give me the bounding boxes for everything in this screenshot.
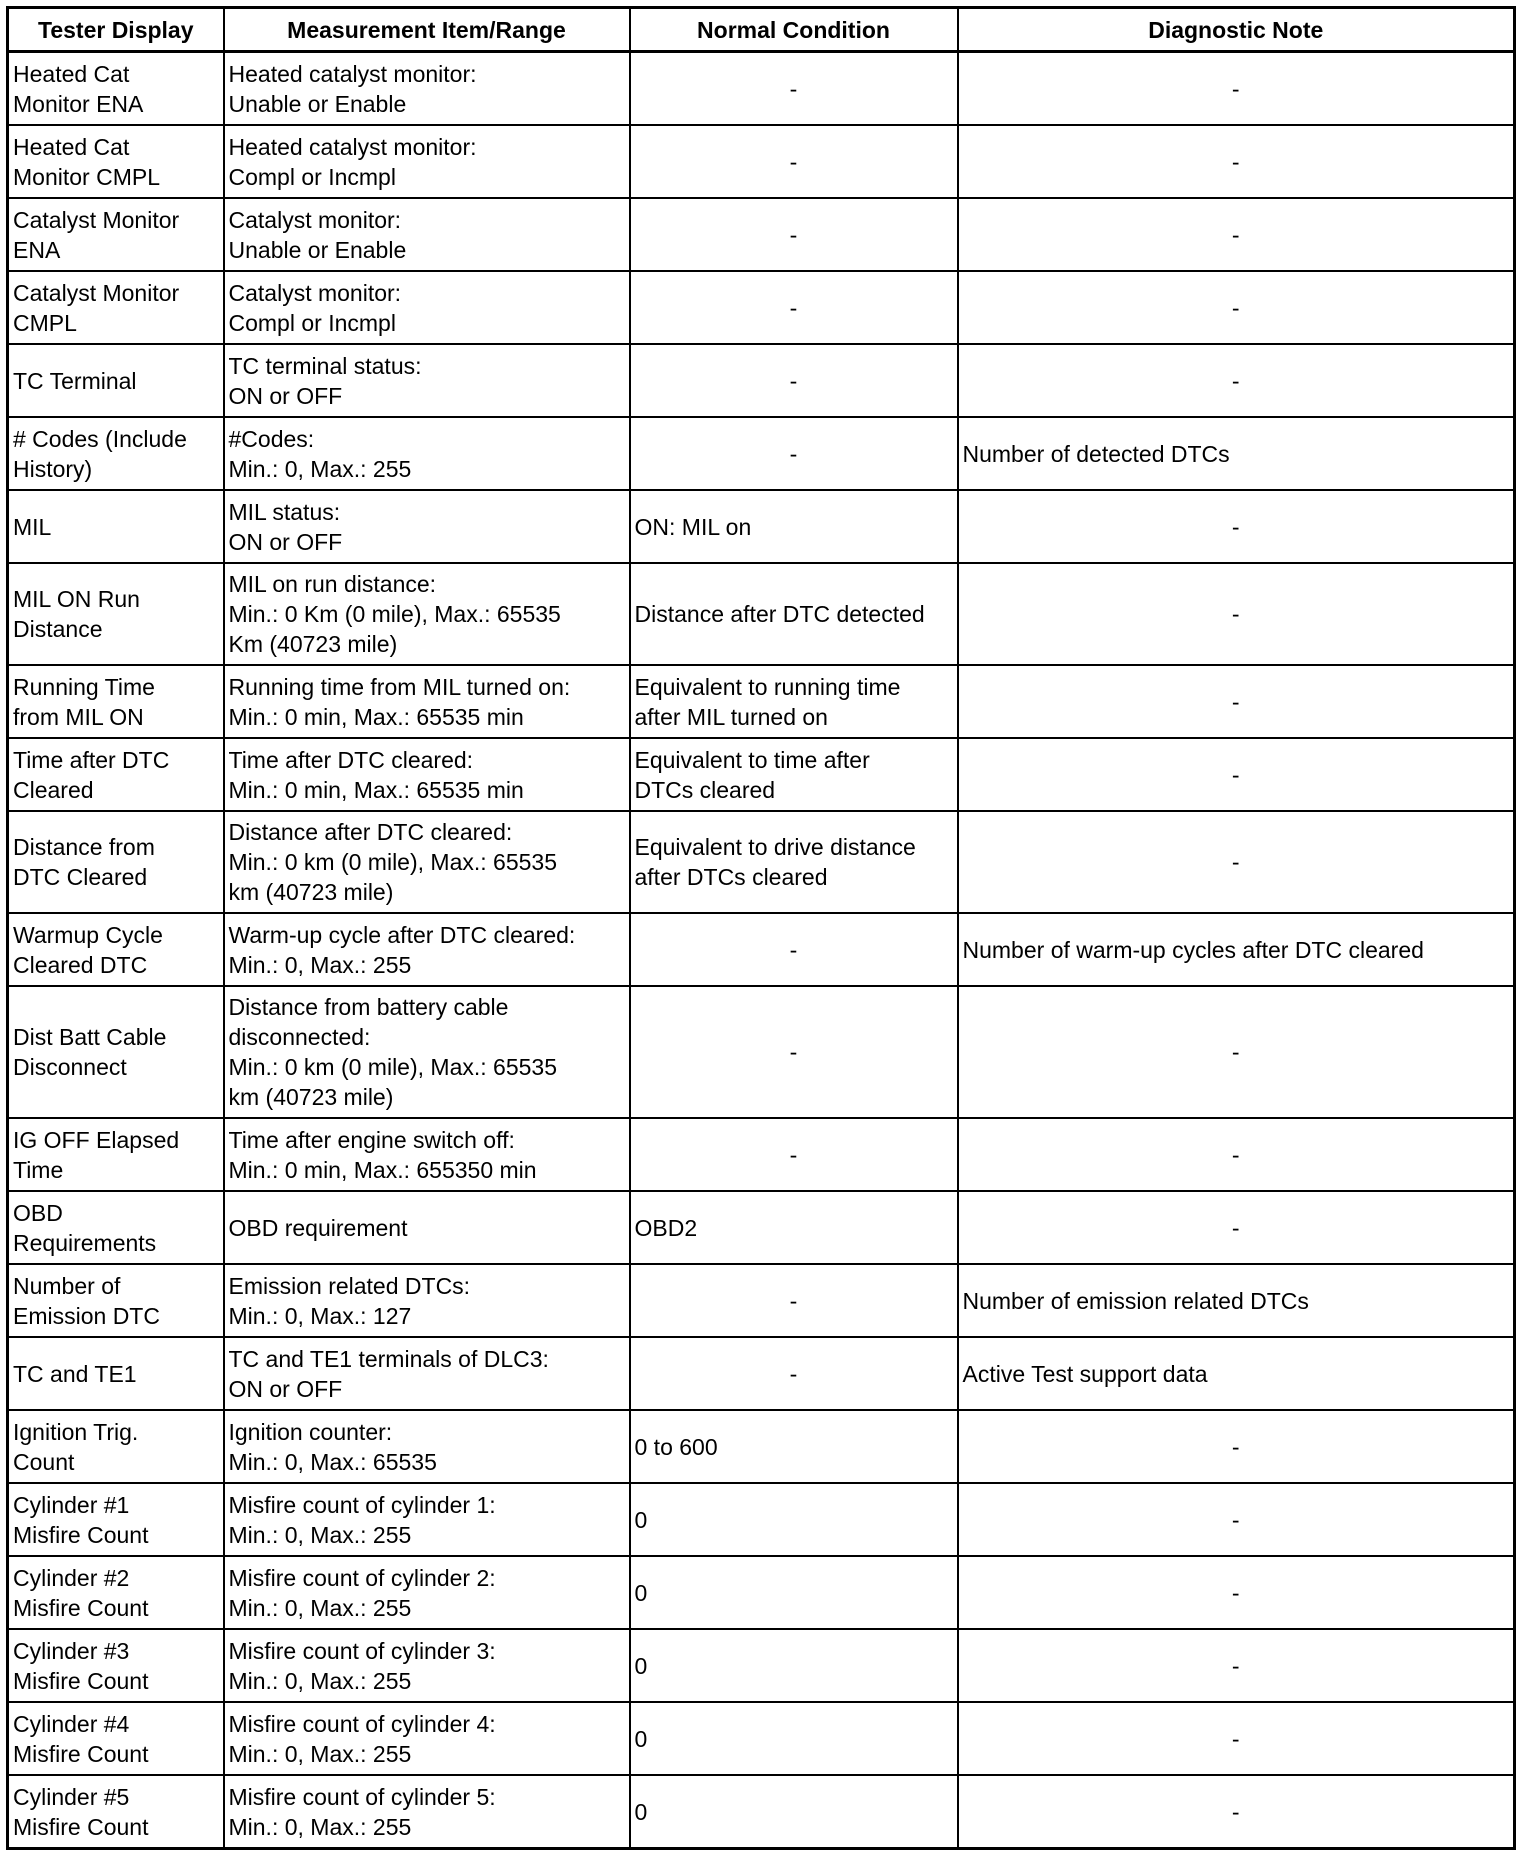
cell-tester-display	[8, 1410, 224, 1483]
cell-text-line: Heated Cat	[13, 133, 130, 160]
table-body	[8, 52, 1515, 1849]
cell-text-line: Min.: 0, Max.: 255	[228, 1813, 412, 1840]
cell-text-line: 0	[634, 1798, 648, 1825]
cell-text-line: Time after engine switch off:	[228, 1126, 515, 1153]
cell-text-line: -	[1231, 601, 1240, 627]
cell-text-line: disconnected:	[228, 1024, 371, 1050]
cell-text-line: Number of warm-up cycles after DTC cleared	[962, 936, 1424, 963]
cell-text-line: DTCs cleared	[634, 776, 776, 803]
cell-normal-condition	[630, 52, 958, 126]
cell-normal-condition	[630, 1702, 958, 1775]
cell-diagnostic-note	[958, 1410, 1515, 1483]
cell-tester-display	[8, 913, 224, 986]
cell-text-line: Equivalent to drive distance	[634, 834, 916, 860]
cell-text-line: -	[789, 1360, 798, 1387]
cell-text-line: TC terminal status:	[228, 352, 422, 379]
header-measurement-item: Measurement Item/Range	[224, 8, 630, 52]
cell-text-line: TC Terminal	[13, 367, 137, 394]
cell-normal-condition	[630, 271, 958, 344]
cell-text-line: Heated catalyst monitor:	[228, 133, 477, 160]
cell-diagnostic-note	[958, 811, 1515, 913]
cell-text-line: Compl or Incmpl	[228, 309, 396, 336]
cell-tester-display	[8, 1775, 224, 1849]
cell-text-line: -	[789, 1141, 798, 1168]
cell-tester-display	[8, 344, 224, 417]
cell-text-line: 0	[634, 1725, 648, 1752]
cell-text-line: Misfire count of cylinder 4:	[228, 1710, 496, 1737]
cell-text-line: MIL ON Run	[13, 586, 140, 612]
cell-normal-condition	[630, 125, 958, 198]
cell-measurement-item	[224, 1191, 630, 1264]
cell-text-line: Min.: 0, Max.: 255	[228, 951, 412, 978]
cell-text-line: km (40723 mile)	[228, 879, 394, 905]
cell-text-line: -	[789, 1287, 798, 1314]
cell-text-line: Distance after DTC cleared:	[228, 819, 513, 845]
cell-text-line: Warm-up cycle after DTC cleared:	[228, 921, 576, 948]
cell-text-line: -	[1231, 148, 1240, 175]
cell-tester-display	[8, 1337, 224, 1410]
cell-text-line: Monitor CMPL	[13, 163, 160, 190]
cell-diagnostic-note	[958, 738, 1515, 811]
cell-measurement-item	[224, 490, 630, 563]
cell-text-line: -	[1231, 1433, 1240, 1460]
cell-text-line: Heated Cat	[13, 60, 130, 87]
cell-text-line: -	[1231, 1506, 1240, 1533]
cell-text-line: Min.: 0 km (0 mile), Max.: 65535	[228, 849, 557, 875]
cell-text-line: -	[1231, 1798, 1240, 1825]
cell-text-line: Min.: 0 min, Max.: 65535 min	[228, 703, 524, 730]
cell-text-line: Requirements	[13, 1229, 157, 1256]
cell-text-line: Emission related DTCs:	[228, 1272, 471, 1299]
cell-diagnostic-note	[958, 198, 1515, 271]
cell-measurement-item	[224, 738, 630, 811]
cell-tester-display	[8, 1264, 224, 1337]
cell-text-line: Min.: 0 Km (0 mile), Max.: 65535	[228, 601, 561, 627]
cell-tester-display	[8, 271, 224, 344]
cell-text-line: -	[1231, 1214, 1240, 1241]
cell-text-line: TC and TE1 terminals of DLC3:	[228, 1345, 549, 1372]
cell-tester-display	[8, 125, 224, 198]
cell-tester-display	[8, 1191, 224, 1264]
cell-normal-condition	[630, 1264, 958, 1337]
cell-text-line: Min.: 0, Max.: 255	[228, 1740, 412, 1767]
cell-text-line: Equivalent to time after	[634, 746, 870, 773]
table-row	[8, 125, 1515, 198]
cell-text-line: Ignition Trig.	[13, 1418, 139, 1445]
cell-text-line: Distance from	[13, 834, 155, 860]
cell-text-line: Cylinder #5	[13, 1783, 130, 1810]
cell-diagnostic-note	[958, 417, 1515, 490]
cell-normal-condition	[630, 913, 958, 986]
cell-tester-display	[8, 490, 224, 563]
table-row	[8, 1410, 1515, 1483]
cell-text-line: Compl or Incmpl	[228, 163, 396, 190]
cell-tester-display	[8, 417, 224, 490]
cell-text-line: #Codes:	[228, 425, 315, 452]
table-row	[8, 1702, 1515, 1775]
cell-text-line: CMPL	[13, 309, 77, 336]
cell-text-line: IG OFF Elapsed	[13, 1126, 180, 1153]
cell-text-line: Misfire Count	[13, 1594, 149, 1621]
cell-text-line: MIL status:	[228, 498, 341, 525]
cell-text-line: Cylinder #4	[13, 1710, 130, 1737]
table-row	[8, 490, 1515, 563]
cell-measurement-item	[224, 1629, 630, 1702]
cell-diagnostic-note	[958, 563, 1515, 665]
cell-text-line: -	[789, 1039, 798, 1065]
cell-diagnostic-note	[958, 344, 1515, 417]
cell-text-line: OBD	[13, 1199, 63, 1226]
cell-text-line: Cylinder #2	[13, 1564, 130, 1591]
cell-text-line: -	[1231, 75, 1240, 102]
cell-diagnostic-note	[958, 986, 1515, 1118]
cell-measurement-item	[224, 811, 630, 913]
cell-text-line: ON or OFF	[228, 528, 343, 555]
cell-text-line: -	[1231, 221, 1240, 248]
cell-normal-condition	[630, 1483, 958, 1556]
cell-text-line: ON: MIL on	[634, 513, 752, 540]
cell-measurement-item	[224, 271, 630, 344]
cell-text-line: after MIL turned on	[634, 703, 828, 730]
table-row	[8, 1118, 1515, 1191]
cell-text-line: # Codes (Include	[13, 425, 187, 452]
cell-text-line: Cleared DTC	[13, 951, 148, 978]
cell-text-line: Min.: 0 min, Max.: 655350 min	[228, 1156, 537, 1183]
cell-text-line: Min.: 0, Max.: 255	[228, 1521, 412, 1548]
cell-text-line: History)	[13, 455, 93, 482]
cell-text-line: Catalyst Monitor	[13, 206, 180, 233]
cell-measurement-item	[224, 665, 630, 738]
cell-text-line: Heated catalyst monitor:	[228, 60, 477, 87]
table-row	[8, 1775, 1515, 1849]
table-row	[8, 1337, 1515, 1410]
cell-text-line: Disconnect	[13, 1054, 127, 1080]
cell-measurement-item	[224, 1702, 630, 1775]
cell-text-line: Min.: 0, Max.: 127	[228, 1302, 412, 1329]
cell-normal-condition	[630, 1191, 958, 1264]
cell-tester-display	[8, 1629, 224, 1702]
cell-text-line: -	[1231, 294, 1240, 321]
cell-tester-display	[8, 811, 224, 913]
table-row	[8, 344, 1515, 417]
cell-normal-condition	[630, 986, 958, 1118]
cell-text-line: -	[1231, 1141, 1240, 1168]
cell-measurement-item	[224, 563, 630, 665]
cell-measurement-item	[224, 1410, 630, 1483]
cell-tester-display	[8, 198, 224, 271]
cell-text-line: Running time from MIL turned on:	[228, 673, 571, 700]
cell-diagnostic-note	[958, 1556, 1515, 1629]
cell-text-line: Misfire count of cylinder 3:	[228, 1637, 496, 1664]
cell-text-line: Number of	[13, 1272, 121, 1299]
cell-normal-condition	[630, 1629, 958, 1702]
cell-text-line: Min.: 0, Max.: 65535	[228, 1448, 437, 1475]
table-row	[8, 198, 1515, 271]
table-row	[8, 417, 1515, 490]
cell-text-line: Warmup Cycle	[13, 921, 163, 948]
cell-text-line: Time	[13, 1156, 64, 1183]
cell-tester-display	[8, 738, 224, 811]
cell-text-line: DTC Cleared	[13, 864, 148, 890]
cell-measurement-item	[224, 344, 630, 417]
cell-text-line: Min.: 0, Max.: 255	[228, 455, 412, 482]
cell-diagnostic-note	[958, 1337, 1515, 1410]
cell-text-line: Min.: 0 min, Max.: 65535 min	[228, 776, 524, 803]
cell-measurement-item	[224, 913, 630, 986]
header-row	[8, 8, 1515, 52]
cell-text-line: 0	[634, 1506, 648, 1533]
cell-text-line: Time after DTC cleared:	[228, 746, 474, 773]
cell-measurement-item	[224, 52, 630, 126]
table-row	[8, 271, 1515, 344]
table-row	[8, 665, 1515, 738]
cell-text-line: from MIL ON	[13, 703, 144, 730]
cell-text-line: Emission DTC	[13, 1302, 160, 1329]
cell-normal-condition	[630, 563, 958, 665]
cell-diagnostic-note	[958, 271, 1515, 344]
table-row	[8, 986, 1515, 1118]
cell-text-line: ENA	[13, 236, 61, 263]
cell-text-line: -	[1231, 1039, 1240, 1065]
cell-text-line: -	[1231, 1652, 1240, 1679]
cell-tester-display	[8, 1483, 224, 1556]
header-diagnostic-note: Diagnostic Note	[958, 8, 1515, 52]
cell-text-line: MIL on run distance:	[228, 571, 437, 597]
cell-diagnostic-note	[958, 1702, 1515, 1775]
cell-text-line: -	[1231, 367, 1240, 394]
table-row	[8, 1264, 1515, 1337]
cell-measurement-item	[224, 1556, 630, 1629]
cell-text-line: Number of detected DTCs	[962, 440, 1230, 467]
cell-measurement-item	[224, 125, 630, 198]
table-row	[8, 1483, 1515, 1556]
cell-text-line: Misfire Count	[13, 1740, 149, 1767]
cell-text-line: Misfire count of cylinder 5:	[228, 1783, 496, 1810]
cell-text-line: Catalyst monitor:	[228, 206, 402, 233]
cell-normal-condition	[630, 198, 958, 271]
cell-normal-condition	[630, 738, 958, 811]
cell-tester-display	[8, 665, 224, 738]
cell-diagnostic-note	[958, 52, 1515, 126]
cell-text-line: Active Test support data	[962, 1360, 1208, 1387]
cell-text-line: Cleared	[13, 776, 94, 803]
cell-normal-condition	[630, 1775, 958, 1849]
cell-text-line: OBD2	[634, 1214, 698, 1241]
cell-diagnostic-note	[958, 1264, 1515, 1337]
cell-text-line: Catalyst monitor:	[228, 279, 402, 306]
cell-diagnostic-note	[958, 125, 1515, 198]
cell-text-line: Cylinder #3	[13, 1637, 130, 1664]
cell-text-line: Equivalent to running time	[634, 673, 901, 700]
table-row	[8, 1629, 1515, 1702]
cell-measurement-item	[224, 1483, 630, 1556]
cell-diagnostic-note	[958, 1483, 1515, 1556]
cell-text-line: OBD requirement	[228, 1214, 408, 1241]
cell-text-line: Number of emission related DTCs	[962, 1287, 1309, 1314]
cell-text-line: -	[789, 221, 798, 248]
cell-text-line: Distance from battery cable	[228, 994, 509, 1020]
cell-text-line: Unable or Enable	[228, 236, 407, 263]
cell-text-line: Min.: 0, Max.: 255	[228, 1594, 412, 1621]
cell-text-line: Min.: 0, Max.: 255	[228, 1667, 412, 1694]
cell-diagnostic-note	[958, 490, 1515, 563]
cell-text-line: Misfire Count	[13, 1813, 149, 1840]
cell-text-line: Misfire Count	[13, 1521, 149, 1548]
cell-text-line: Misfire count of cylinder 1:	[228, 1491, 496, 1518]
cell-text-line: km (40723 mile)	[228, 1084, 394, 1110]
data-list-sheet	[6, 6, 1516, 1850]
cell-text-line: Ignition counter:	[228, 1418, 393, 1445]
cell-text-line: 0 to 600	[634, 1433, 718, 1460]
cell-normal-condition	[630, 490, 958, 563]
table-row	[8, 52, 1515, 126]
header-tester-display: Tester Display	[8, 8, 224, 52]
cell-normal-condition	[630, 1410, 958, 1483]
cell-diagnostic-note	[958, 1629, 1515, 1702]
cell-text-line: 0	[634, 1579, 648, 1606]
cell-text-line: Monitor ENA	[13, 90, 144, 117]
cell-text-line: -	[1231, 1725, 1240, 1752]
cell-normal-condition	[630, 665, 958, 738]
cell-tester-display	[8, 1556, 224, 1629]
table-row	[8, 1191, 1515, 1264]
cell-text-line: ON or OFF	[228, 382, 343, 409]
cell-tester-display	[8, 52, 224, 126]
cell-text-line: -	[789, 148, 798, 175]
cell-measurement-item	[224, 1264, 630, 1337]
data-list-table	[6, 6, 1516, 1850]
cell-diagnostic-note	[958, 913, 1515, 986]
cell-normal-condition	[630, 811, 958, 913]
cell-text-line: -	[789, 367, 798, 394]
cell-text-line: Distance	[13, 616, 103, 642]
cell-measurement-item	[224, 986, 630, 1118]
cell-text-line: -	[789, 294, 798, 321]
cell-text-line: -	[1231, 849, 1240, 875]
cell-measurement-item	[224, 1118, 630, 1191]
cell-text-line: Distance after DTC detected	[634, 601, 925, 627]
cell-text-line: Time after DTC	[13, 746, 170, 773]
cell-diagnostic-note	[958, 665, 1515, 738]
cell-text-line: TC and TE1	[13, 1360, 137, 1387]
table-row	[8, 811, 1515, 913]
cell-tester-display	[8, 563, 224, 665]
cell-text-line: -	[789, 75, 798, 102]
cell-diagnostic-note	[958, 1191, 1515, 1264]
cell-measurement-item	[224, 417, 630, 490]
cell-text-line: -	[789, 936, 798, 963]
cell-diagnostic-note	[958, 1775, 1515, 1849]
cell-text-line: Count	[13, 1448, 75, 1475]
cell-text-line: Catalyst Monitor	[13, 279, 180, 306]
cell-text-line: -	[1231, 1579, 1240, 1606]
cell-tester-display	[8, 1118, 224, 1191]
table-row	[8, 913, 1515, 986]
cell-text-line: -	[1231, 513, 1240, 540]
cell-text-line: Km (40723 mile)	[228, 631, 398, 657]
cell-text-line: Unable or Enable	[228, 90, 407, 117]
cell-normal-condition	[630, 1556, 958, 1629]
table-row	[8, 738, 1515, 811]
cell-diagnostic-note	[958, 1118, 1515, 1191]
cell-normal-condition	[630, 344, 958, 417]
table-row	[8, 563, 1515, 665]
cell-text-line: Misfire count of cylinder 2:	[228, 1564, 496, 1591]
cell-text-line: -	[789, 440, 798, 467]
cell-text-line: Misfire Count	[13, 1667, 149, 1694]
cell-measurement-item	[224, 1775, 630, 1849]
table-row	[8, 1556, 1515, 1629]
cell-text-line: Running Time	[13, 673, 155, 700]
cell-text-line: after DTCs cleared	[634, 864, 828, 890]
cell-text-line: Min.: 0 km (0 mile), Max.: 65535	[228, 1054, 557, 1080]
header-normal-condition: Normal Condition	[630, 8, 958, 52]
cell-text-line: -	[1231, 761, 1240, 788]
cell-measurement-item	[224, 1337, 630, 1410]
cell-normal-condition	[630, 1337, 958, 1410]
cell-measurement-item	[224, 198, 630, 271]
cell-text-line: Dist Batt Cable	[13, 1024, 167, 1050]
cell-text-line: MIL	[13, 513, 52, 540]
cell-normal-condition	[630, 417, 958, 490]
cell-text-line: -	[1231, 688, 1240, 715]
cell-text-line: 0	[634, 1652, 648, 1679]
cell-text-line: Cylinder #1	[13, 1491, 130, 1518]
cell-tester-display	[8, 986, 224, 1118]
cell-text-line: ON or OFF	[228, 1375, 343, 1402]
cell-tester-display	[8, 1702, 224, 1775]
cell-normal-condition	[630, 1118, 958, 1191]
